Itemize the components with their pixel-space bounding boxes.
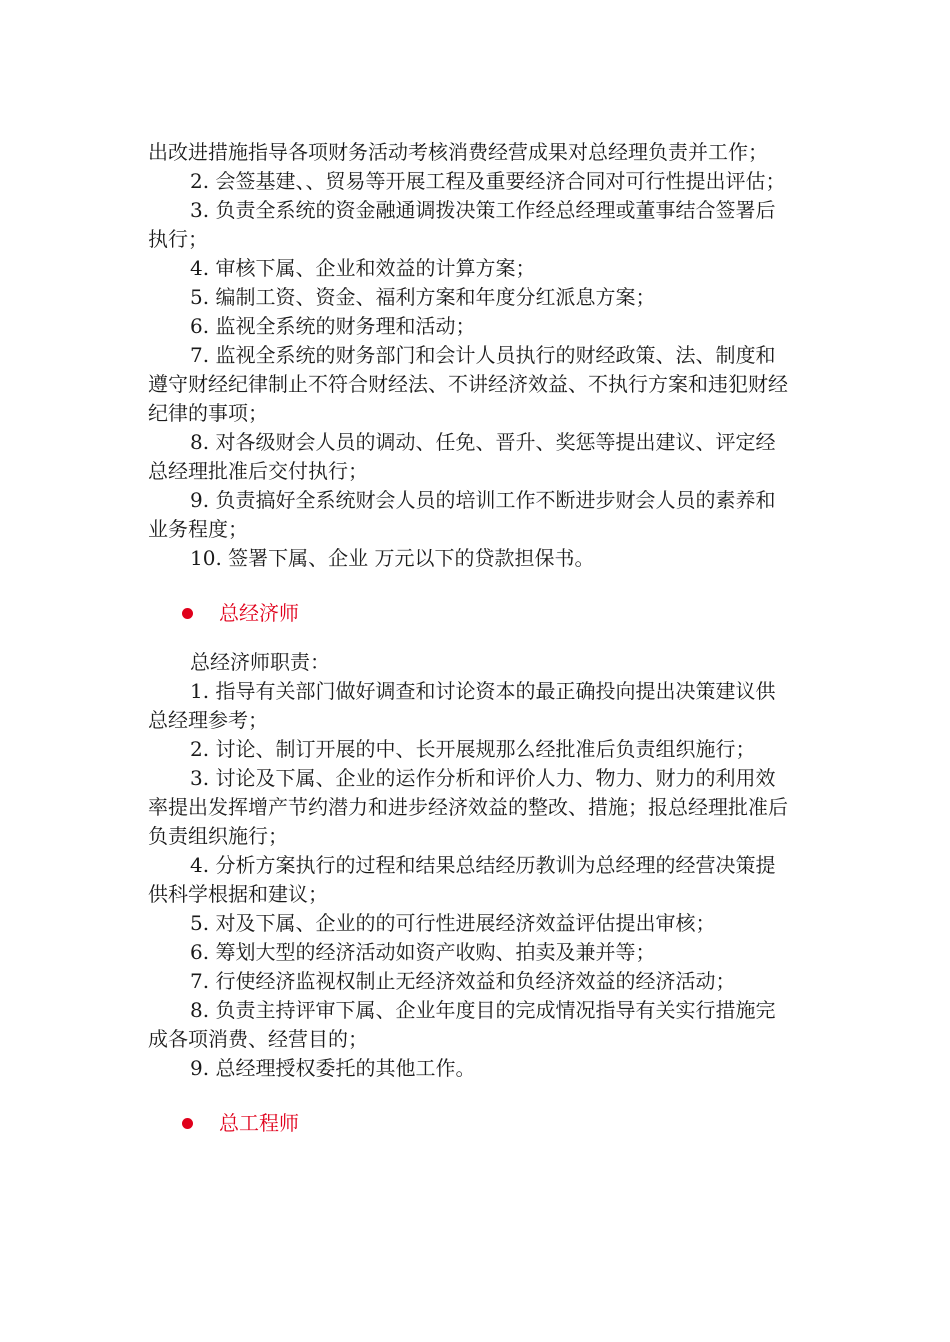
section-intro: 总经济师职责： — [190, 650, 330, 674]
list-item: 8. 对各级财会人员的调动、任免、晋升、奖惩等提出建议、评定经总经理批准后交付执行； — [148, 430, 776, 483]
list-item: 1. 指导有关部门做好调查和讨论资本的最正确投向提出决策建议供总经理参考； — [148, 679, 776, 732]
paragraph-continuation: 出改进措施指导各项财务活动考核消费经营成果对总经理负责并工作； — [148, 140, 768, 164]
list-item: 5. 对及下属、企业的的可行性进展经济效益评估提出审核； — [190, 911, 716, 935]
list-item: 7. 监视全系统的财务部门和会计人员执行的财经政策、法、制度和遵守财经纪律制止不符合财经法、不讲经济效益、不执行方案和违犯财经纪律的事项； — [148, 343, 788, 425]
list-item: 6. 筹划大型的经济活动如资产收购、拍卖及兼并等； — [190, 940, 656, 964]
bullet-icon — [182, 608, 193, 619]
list-item: 8. 负责主持评审下属、企业年度目的完成情况指导有关实行措施完成各项消费、经营目的； — [148, 998, 776, 1051]
list-item: 2. 会签基建、、贸易等开展工程及重要经济合同对可行性提出评估； — [190, 169, 786, 193]
list-item: 3. 负责全系统的资金融通调拨决策工作经总经理或董事结合签署后执行； — [148, 198, 776, 251]
list-item: 3. 讨论及下属、企业的运作分析和评价人力、物力、财力的利用效率提出发挥增产节约潜力和进步经济效益的整改、措施；报总经理批准后负责组织施行； — [148, 766, 788, 848]
heading-label: 总工程师 — [219, 1111, 299, 1135]
bullet-icon — [182, 1118, 193, 1129]
heading-label: 总经济师 — [219, 601, 299, 625]
list-item: 6. 监视全系统的财务理和活动； — [190, 314, 476, 338]
section-heading-chief-economist — [182, 599, 793, 628]
document-page — [148, 138, 793, 1158]
list-item: 2. 讨论、制订开展的中、长开展规那么经批准后负责组织施行； — [190, 737, 756, 761]
list-item: 5. 编制工资、资金、福利方案和年度分红派息方案； — [190, 285, 656, 309]
list-item: 4. 分析方案执行的过程和结果总结经历教训为总经理的经营决策提供科学根据和建议； — [148, 853, 776, 906]
list-item: 4. 审核下属、企业和效益的计算方案； — [190, 256, 536, 280]
list-item: 9. 负责搞好全系统财会人员的培训工作不断进步财会人员的素养和业务程度； — [148, 488, 776, 541]
list-item: 7. 行使经济监视权制止无经济效益和负经济效益的经济活动； — [190, 969, 736, 993]
list-item: 9. 总经理授权委托的其他工作。 — [190, 1056, 476, 1080]
list-item: 10. 签署下属、企业 万元以下的贷款担保书。 — [190, 546, 595, 570]
section-heading-chief-engineer — [182, 1109, 793, 1138]
